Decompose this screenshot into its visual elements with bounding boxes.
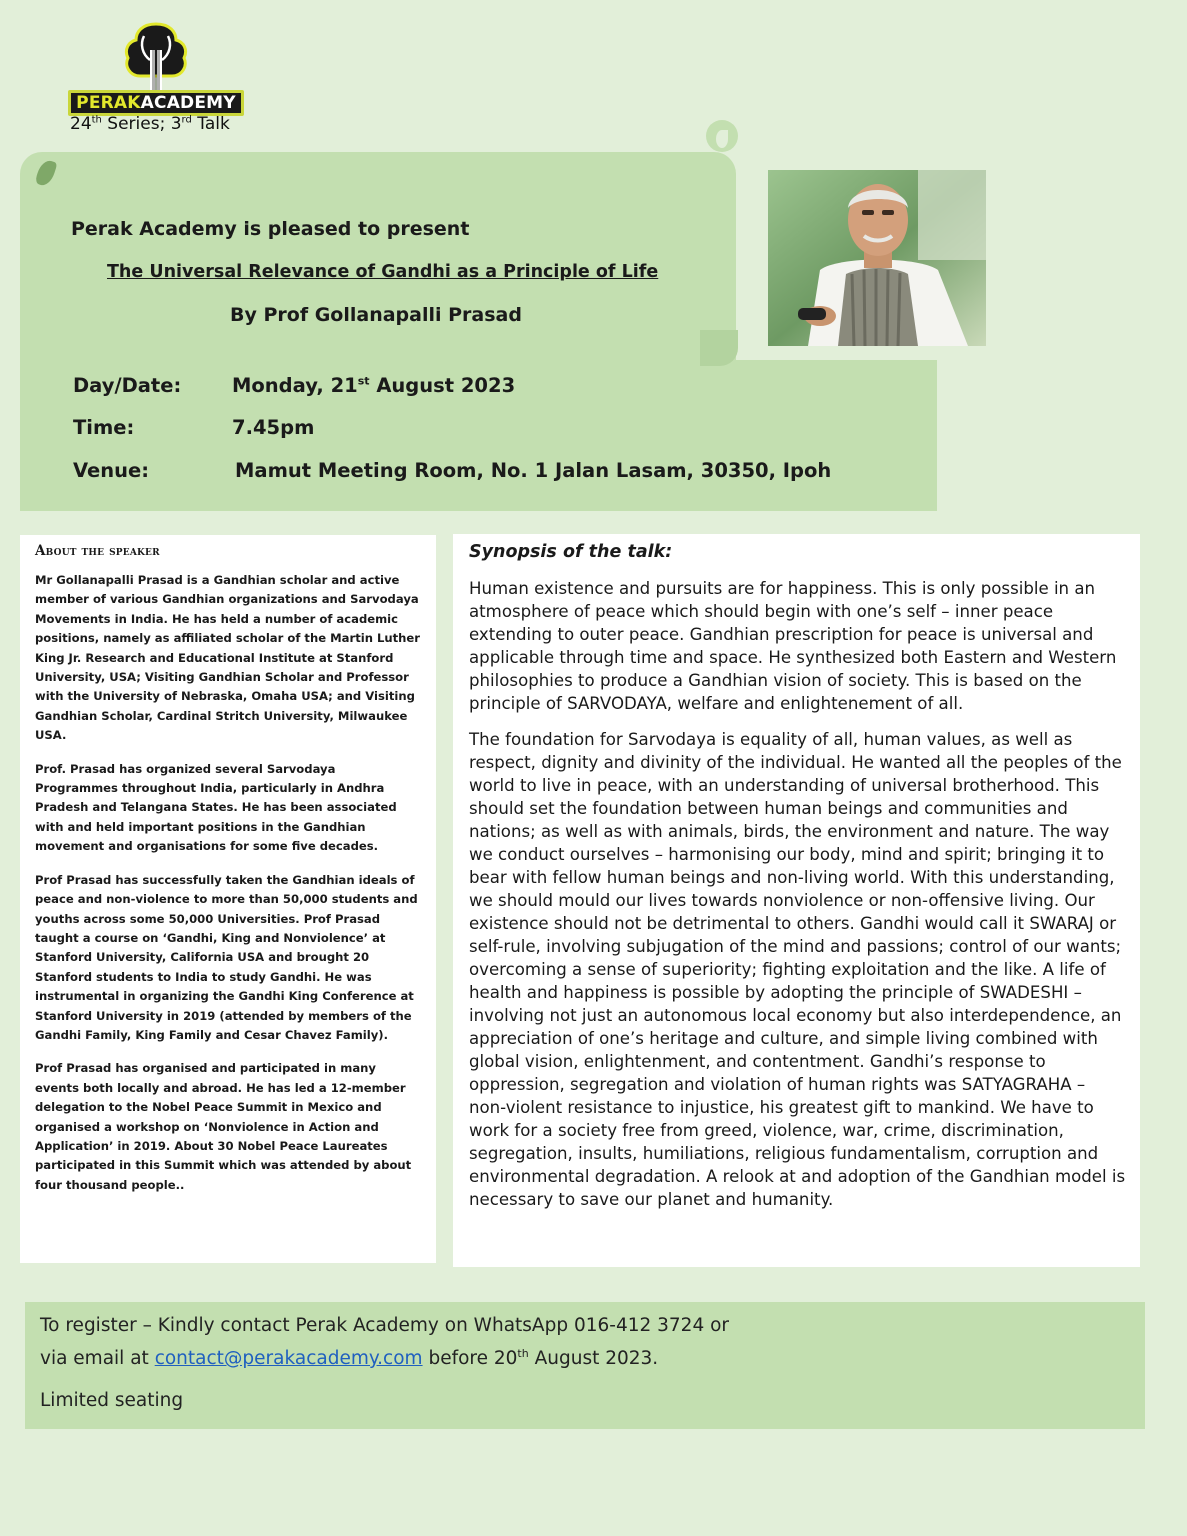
about-speaker-panel: [20, 535, 436, 1263]
about-speaker-heading: About the speaker: [35, 543, 160, 559]
registration-panel: [25, 1302, 1145, 1429]
synopsis-panel: [453, 534, 1140, 1267]
title-banner: [20, 152, 736, 366]
limited-seating-note: Limited seating: [40, 1390, 184, 1412]
date-label: Day/Date:: [73, 374, 182, 397]
about-paragraph: Prof Prasad has successfully taken the Gandhian ideals of peace and non-violence to more than 50,000 students and youths across some 50,000 Universities. Prof Prasad taught a course on ‘Gandhi, King and Nonviolence’ at Stanford University, California USA and brought 20 Stanford students to India to study Gandhi. He was instrumental in organizing the Gandhi King Conference at Stanford University in 2019 (attended by members of the Gandhi Family, King Family and Cesar Chavez Family).: [35, 872, 418, 1042]
registration-contact-line: To register – Kindly contact Perak Academy on WhatsApp 016-412 3724 or: [40, 1315, 730, 1336]
synopsis-heading: Synopsis of the talk:: [469, 542, 673, 562]
presentation-intro: Perak Academy is pleased to present: [71, 218, 470, 240]
series-label: 24th Series; 3rd Talk: [70, 114, 230, 134]
time-label: Time:: [73, 416, 135, 439]
date-value: Monday, 21st August 2023: [232, 374, 516, 397]
tree-icon: [120, 20, 192, 92]
speaker-byline: By Prof Gollanapalli Prasad: [230, 304, 522, 326]
banner-shadow: [700, 330, 738, 366]
about-paragraph: Mr Gollanapalli Prasad is a Gandhian scholar and active member of various Gandhian organizations and Sarvodaya Movements in India. He has held a number of academic positions, namely as affiliated scholar of the Martin Luther King Jr. Research and Educational Institute at Stanford University, USA; Visiting Gandhian Scholar and Professor with the University of Nebraska, Omaha USA; and Visiting Gandhian Scholar, Cardinal Stritch University, Milwaukee USA.: [35, 573, 421, 743]
about-paragraph: Prof Prasad has organised and participated in many events both locally and abroad. He has led a 12-member delegation to the Nobel Peace Summit in Mexico and organised a workshop on ‘Nonviolence in Action and Application’ in 2019. About 30 Nobel Peace Laureates participated in this Summit which was attended by about four thousand people..: [35, 1061, 412, 1192]
email-link[interactable]: contact@perakacademy.com: [154, 1348, 423, 1370]
synopsis-paragraph: The foundation for Sarvodaya is equality of all, human values, as well as respect, dignity and divinity of the individual. He wanted all the peoples of the world to live in peace, with an understanding of universal brotherhood. This should set the foundation between human beings and communities and nations; as well as with animals, birds, the environment and nature. The way we conduct ourselves – harmonising our body, mind and spirit; bringing it to bear with fellow human beings and non-living world. With this understanding, we should mould our lives towards nonviolence or non-offensive living. Our existence should not be detrimental to others. Gandhi would call it SWARAJ or self-rule, involving subjugation of the mind and passions; control of our wants; overcoming a sense of superiority; fighting exploitation and the like. A life of health and happiness is possible by adopting the principle of SWADESHI – involving not just an autonomous local economy but also interdependence, an appreciation of one’s heritage and culture, and simple living combined with global vision, enlightenment, and contentment. Gandhi’s response to oppression, segregation and violation of human rights was SATYAGRAHA – non-violent resistance to injustice, his greatest gift to mankind. We have to work for a society free from greed, violence, war, crime, discrimination, segregation, insults, humiliations, religious fundamentalism, corruption and environmental degradation. A relook at and adoption of the Gandhian model is necessary to save our planet and humanity.: [469, 730, 1126, 1209]
logo-wordmark: PERAKACADEMY: [68, 90, 244, 116]
perak-academy-logo: [68, 18, 244, 118]
venue-label: Venue:: [73, 459, 150, 482]
speaker-photo: [768, 170, 986, 346]
registration-email-line: via email at contact@perakacademy.com before 20th August 2023.: [40, 1347, 659, 1370]
synopsis-paragraph: Human existence and pursuits are for happiness. This is only possible in an atmosphere of peace which should begin with one’s self – inner peace extending to outer peace. Gandhian prescription for peace is universal and applicable through time and space. He synthesized both Eastern and Western philosophies to produce a Gandhian vision of society. This is based on the principle of SARVODAYA, welfare and enlightenement of all.: [469, 579, 1117, 713]
time-value: 7.45pm: [232, 416, 315, 439]
talk-title: The Universal Relevance of Gandhi as a Principle of Life: [107, 262, 659, 282]
about-paragraph: Prof. Prasad has organized several Sarvodaya Programmes throughout India, particularly in Andhra Pradesh and Telangana States. He has been associated with and held important positions in the Gandhian movement and organisations for some five decades.: [35, 761, 397, 854]
banner-fold-inner: [716, 130, 728, 148]
venue-value: Mamut Meeting Room, No. 1 Jalan Lasam, 30350, Ipoh: [235, 459, 832, 482]
